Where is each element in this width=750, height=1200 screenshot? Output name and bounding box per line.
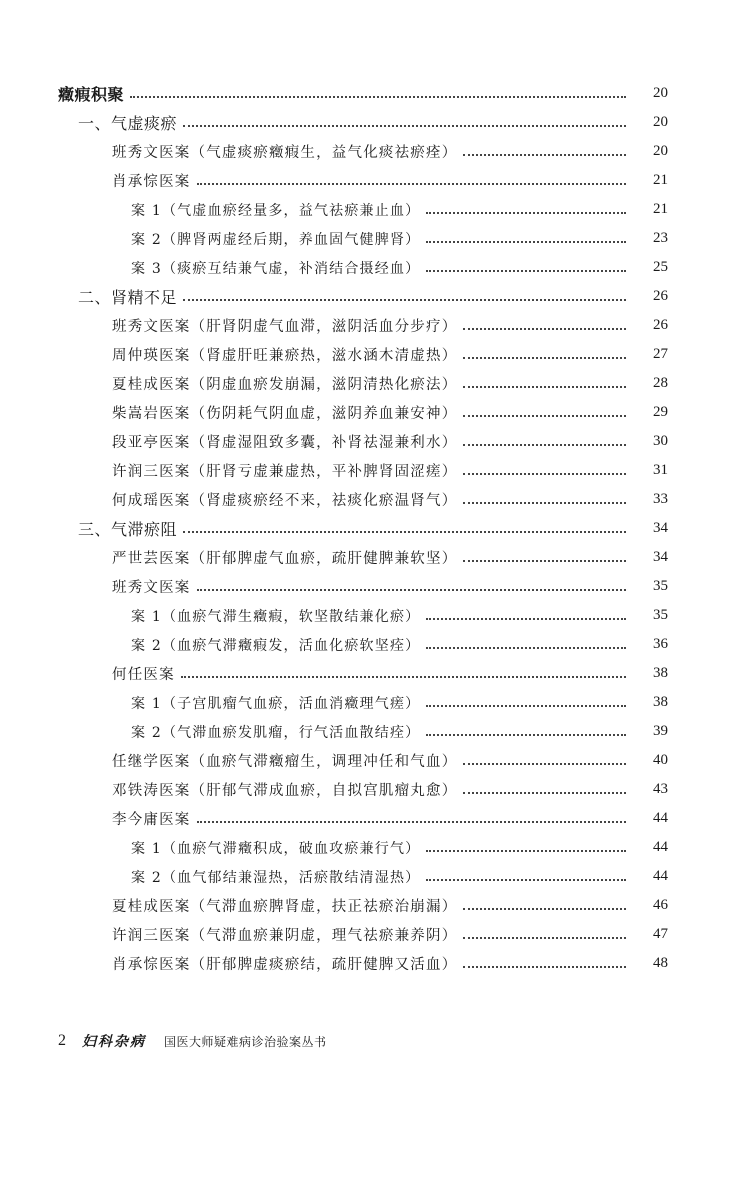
- toc-entry-page: 21: [653, 172, 668, 188]
- toc-entry-page: 34: [653, 549, 668, 565]
- toc-entry-title: 许润三医案（气滞血瘀兼阴虚，理气祛瘀兼养阴）: [112, 928, 458, 944]
- toc-entry[interactable]: [0, 456, 750, 485]
- dot-leader: [426, 705, 626, 707]
- dot-leader: [463, 937, 626, 939]
- toc-entry-page: 44: [653, 868, 668, 884]
- toc-entry-title: 周仲瑛医案（肾虚肝旺兼瘀热，滋水涵木清虚热）: [112, 348, 458, 364]
- toc-entry-page: 26: [653, 317, 668, 333]
- toc-entry-page: 38: [653, 665, 668, 681]
- toc-entry-page: 33: [653, 491, 668, 507]
- toc-entry-page: 20: [653, 114, 668, 130]
- toc-entry-page: 21: [653, 201, 668, 217]
- toc-entry-title: 班秀文医案: [112, 580, 191, 596]
- book-title: 妇科杂病: [82, 1034, 146, 1050]
- toc-entry-title: 何成瑶医案（肾虚痰瘀经不来，祛痰化瘀温肾气）: [112, 493, 458, 509]
- toc-entry[interactable]: [0, 862, 750, 891]
- dot-leader: [183, 125, 626, 127]
- dot-leader: [183, 531, 626, 533]
- toc-entry-title: 肖承悰医案: [112, 174, 191, 190]
- dot-leader: [463, 328, 626, 330]
- dot-leader: [197, 589, 627, 591]
- toc-entry[interactable]: [0, 253, 750, 282]
- toc-entry[interactable]: [0, 775, 750, 804]
- toc-entry-title: 许润三医案（肝肾亏虚兼虚热，平补脾肾固涩瘥）: [112, 464, 458, 480]
- toc-entry[interactable]: [0, 224, 750, 253]
- toc-entry-page: 23: [653, 230, 668, 246]
- toc-entry-page: 25: [653, 259, 668, 275]
- dot-leader: [463, 386, 626, 388]
- toc-entry[interactable]: [0, 630, 750, 659]
- toc-entry-page: 29: [653, 404, 668, 420]
- toc-entry-page: 40: [653, 752, 668, 768]
- dot-leader: [463, 415, 626, 417]
- dot-leader: [463, 908, 626, 910]
- dot-leader: [197, 183, 627, 185]
- dot-leader: [463, 560, 626, 562]
- toc-entry[interactable]: [0, 166, 750, 195]
- toc-entry-page: 48: [653, 955, 668, 971]
- series-title: 国医大师疑难病诊治验案丛书: [164, 1034, 327, 1049]
- toc-entry-page: 43: [653, 781, 668, 797]
- toc-entry-title: 班秀文医案（气虚痰瘀癥瘕生，益气化痰祛瘀痊）: [112, 145, 458, 161]
- toc-entry-title: 癥瘕积聚: [58, 85, 125, 104]
- dot-leader: [463, 763, 626, 765]
- toc-entry-title: 夏桂成医案（阴虚血瘀发崩漏，滋阴清热化瘀法）: [112, 377, 458, 393]
- toc-entry-title: 严世芸医案（肝郁脾虚气血瘀，疏肝健脾兼软坚）: [112, 551, 458, 567]
- toc-entry-page: 26: [653, 288, 668, 304]
- toc-entry[interactable]: [0, 485, 750, 514]
- dot-leader: [463, 444, 626, 446]
- toc-entry-page: 47: [653, 926, 668, 942]
- toc-entry[interactable]: [0, 543, 750, 572]
- toc-entry-page: 27: [653, 346, 668, 362]
- toc-entry-title: 李今庸医案: [112, 812, 191, 828]
- toc-entry-title: 案 1（血瘀气滞生癥瘕，软坚散结兼化瘀）: [131, 608, 421, 625]
- toc-entry-title: 一、气虚痰瘀: [78, 114, 178, 133]
- toc-entry[interactable]: [0, 601, 750, 630]
- dot-leader: [426, 212, 626, 214]
- toc-entry[interactable]: [0, 398, 750, 427]
- toc-entry[interactable]: [0, 108, 750, 137]
- toc-entry-title: 案 2（脾肾两虚经后期，养血固气健脾肾）: [131, 231, 421, 248]
- toc-entry-page: 46: [653, 897, 668, 913]
- dot-leader: [130, 96, 626, 98]
- dot-leader: [197, 821, 627, 823]
- dot-leader: [463, 966, 626, 968]
- toc-entry-page: 34: [653, 520, 668, 536]
- toc-entry[interactable]: [0, 920, 750, 949]
- toc-entry-page: 35: [653, 607, 668, 623]
- toc-entry[interactable]: [0, 311, 750, 340]
- toc-entry-title: 何任医案: [112, 667, 175, 683]
- toc-entry[interactable]: [0, 833, 750, 862]
- toc-entry[interactable]: [0, 572, 750, 601]
- toc-entry-title: 案 2（气滞血瘀发肌瘤，行气活血散结痊）: [131, 724, 421, 741]
- toc-entry-page: 28: [653, 375, 668, 391]
- toc-entry[interactable]: [0, 746, 750, 775]
- dot-leader: [463, 792, 626, 794]
- toc-entry[interactable]: [0, 369, 750, 398]
- toc-entry-title: 二、肾精不足: [78, 288, 178, 307]
- dot-leader: [426, 647, 626, 649]
- toc-entry[interactable]: [0, 804, 750, 833]
- toc-entry-title: 肖承悰医案（肝郁脾虚痰瘀结，疏肝健脾又活血）: [112, 957, 458, 973]
- dot-leader: [426, 734, 626, 736]
- toc-entry-title: 案 1（血瘀气滞癥积成，破血攻瘀兼行气）: [131, 840, 421, 857]
- toc-entry[interactable]: [0, 427, 750, 456]
- dot-leader: [463, 473, 626, 475]
- dot-leader: [183, 299, 626, 301]
- toc-entry-title: 案 1（气虚血瘀经量多，益气祛瘀兼止血）: [131, 202, 421, 219]
- toc-entry-page: 20: [653, 143, 668, 159]
- toc-entry-page: 44: [653, 839, 668, 855]
- toc-entry[interactable]: [0, 79, 750, 108]
- toc-entry-page: 35: [653, 578, 668, 594]
- dot-leader: [463, 502, 626, 504]
- page-number: 2: [58, 1032, 66, 1049]
- toc-entry-title: 三、气滞瘀阻: [78, 520, 178, 539]
- table-of-contents: [0, 79, 750, 978]
- dot-leader: [426, 850, 626, 852]
- dot-leader: [426, 241, 626, 243]
- toc-entry[interactable]: [0, 688, 750, 717]
- toc-entry-title: 班秀文医案（肝肾阴虚气血滞，滋阴活血分步疗）: [112, 319, 458, 335]
- dot-leader: [463, 357, 626, 359]
- toc-entry-page: 39: [653, 723, 668, 739]
- toc-entry-title: 柴嵩岩医案（伤阴耗气阴血虚，滋阴养血兼安神）: [112, 406, 458, 422]
- toc-entry-page: 44: [653, 810, 668, 826]
- toc-entry[interactable]: [0, 282, 750, 311]
- toc-entry-title: 案 3（痰瘀互结兼气虚，补消结合摄经血）: [131, 260, 421, 277]
- toc-entry[interactable]: [0, 659, 750, 688]
- toc-entry-title: 案 2（血瘀气滞癥瘕发，活血化瘀软坚痊）: [131, 637, 421, 654]
- toc-entry-title: 邓铁涛医案（肝郁气滞成血瘀，自拟宫肌瘤丸愈）: [112, 783, 458, 799]
- toc-entry-page: 38: [653, 694, 668, 710]
- dot-leader: [463, 154, 626, 156]
- toc-entry[interactable]: [0, 137, 750, 166]
- page-footer: [58, 1030, 327, 1052]
- toc-entry[interactable]: [0, 949, 750, 978]
- dot-leader: [181, 676, 626, 678]
- toc-entry-page: 20: [653, 85, 668, 101]
- toc-entry-title: 夏桂成医案（气滞血瘀脾肾虚，扶正祛瘀治崩漏）: [112, 899, 458, 915]
- toc-entry-page: 30: [653, 433, 668, 449]
- dot-leader: [426, 618, 626, 620]
- toc-entry[interactable]: [0, 514, 750, 543]
- dot-leader: [426, 270, 626, 272]
- toc-entry-title: 段亚亭医案（肾虚湿阻致多囊，补肾祛湿兼利水）: [112, 435, 458, 451]
- toc-entry[interactable]: [0, 891, 750, 920]
- toc-entry-page: 36: [653, 636, 668, 652]
- toc-entry-title: 案 2（血气郁结兼湿热，活瘀散结清湿热）: [131, 869, 421, 886]
- toc-entry-title: 任继学医案（血瘀气滞癥瘤生，调理冲任和气血）: [112, 754, 458, 770]
- toc-entry[interactable]: [0, 340, 750, 369]
- toc-entry[interactable]: [0, 195, 750, 224]
- toc-entry-page: 31: [653, 462, 668, 478]
- toc-entry[interactable]: [0, 717, 750, 746]
- dot-leader: [426, 879, 626, 881]
- toc-entry-title: 案 1（子宫肌瘤气血瘀，活血消癥理气瘥）: [131, 695, 421, 712]
